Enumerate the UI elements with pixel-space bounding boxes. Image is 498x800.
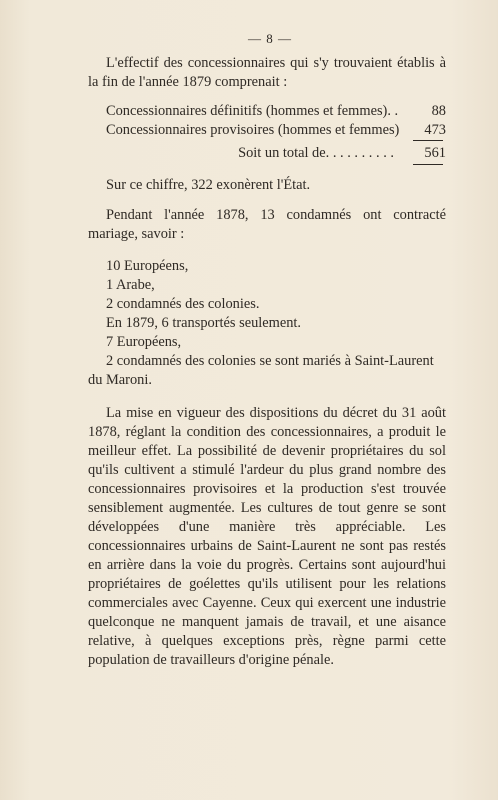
table-row xyxy=(88,102,446,121)
row-value: 88 xyxy=(431,103,446,119)
page-number: — 8 — xyxy=(248,31,292,46)
list-item: 1 Arabe, xyxy=(106,277,155,293)
exempt-line: Sur ce chiffre, 322 exonèrent l'État. xyxy=(106,177,311,193)
row-value: 473 xyxy=(424,122,446,138)
list-item-continuation: du Maroni. xyxy=(88,372,152,388)
row-label: Concessionnaires provisoires (hommes et femmes) xyxy=(106,122,400,138)
table-row xyxy=(88,121,446,140)
main-paragraph: La mise en vigueur des dispositions du décret du 31 août 1878, réglant la condition des concessionnaires, a produit le meilleur effet. La possibilité de devenir propriétaires du sol qu'ils cultivent a stimulé l'ardeur du plus grand nombre des concessionnaires provisoires et la production s'est trouvée sensiblement augmentée. Les cultures de tout genre se sont développées d'une manière très appréciable. Les concessionnaires urbains de Saint-Laurent ne sont pas restés en arrière dans la voie du progrès. Certains sont aujourd'hui propriétaires de goélettes qu'ils utilisent pour les relations commerciales avec Cayenne. Ceux qui exercent une industrie quelconque ne manquent jamais de travail, et une aisance relative, à quelques exceptions près, règne parmi cette population de travailleurs d'origine pénale. xyxy=(88,405,446,668)
page-content xyxy=(88,30,446,670)
intro-paragraph: L'effectif des concessionnaires qui s'y trouvaient établis à la fin de l'année 1879 comprenait : xyxy=(88,55,446,90)
list-item: 2 condamnés des colonies. xyxy=(106,296,260,312)
marriages-intro: Pendant l'année 1878, 13 condamnés ont contracté mariage, savoir : xyxy=(88,207,446,242)
total-value: 561 xyxy=(424,145,446,161)
total-label: Soit un total de. . . . . . . . . . xyxy=(238,145,394,161)
year-1879-line: En 1879, 6 transportés seulement. xyxy=(106,315,302,331)
list-item: 7 Européens, xyxy=(106,334,182,350)
list-item: 2 condamnés des colonies se sont mariés à Saint-Laurent xyxy=(106,353,434,369)
list-item: 10 Européens, xyxy=(106,258,189,274)
total-row xyxy=(88,141,446,164)
row-label: Concessionnaires définitifs (hommes et femmes). . xyxy=(106,103,399,119)
